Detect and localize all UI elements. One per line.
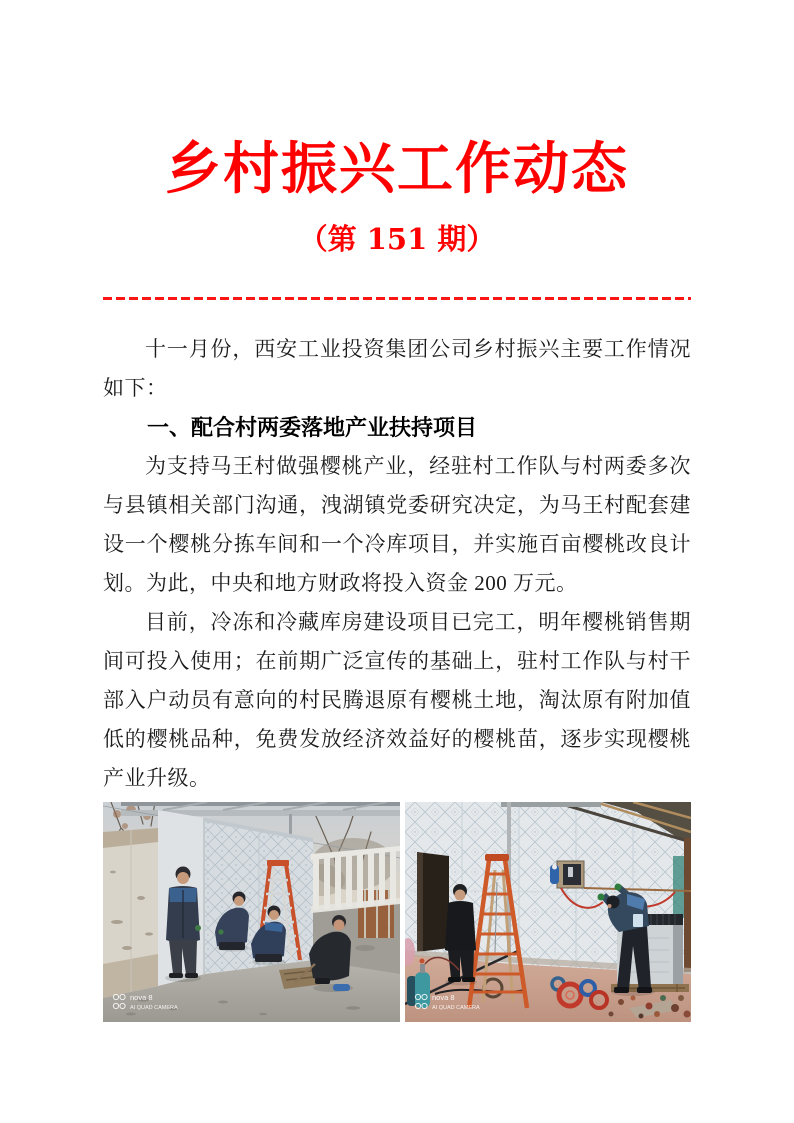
watermark-camera: AI QUAD CAMERA <box>130 1004 178 1011</box>
issue-number: （第 151 期） <box>298 222 496 257</box>
section-1-heading: 一、配合村两委落地产业扶持项目 <box>147 414 478 440</box>
old-wall-left <box>103 828 158 998</box>
photo-right <box>405 802 691 1022</box>
doorway <box>417 852 449 952</box>
watermark-camera: AI QUAD CAMERA <box>432 1004 480 1011</box>
red-dashed-divider <box>103 297 691 300</box>
page-title: 乡村振兴工作动态 <box>165 136 629 202</box>
photo-left-illustration <box>103 802 400 1022</box>
photo-left <box>103 802 400 1022</box>
photo-right-illustration <box>405 802 691 1022</box>
watermark-model: nova 8 <box>130 992 153 1002</box>
watermark-model: nova 8 <box>432 992 455 1002</box>
document-content <box>0 136 794 1022</box>
section-1-paragraph-2: 目前，冷冻和冷藏库房建设项目已完工，明年樱桃销售期间可投入使用；在前期广泛宣传的基础上，驻村工作队与村干部入户动员有意向的村民腾退原有樱桃土地，淘汰原有附加值低的樱桃品种，免费发放经济效益好的樱桃苗，逐步实现樱桃产业升级。 <box>103 609 691 790</box>
photo-row <box>103 802 691 1022</box>
intro-paragraph: 十一月份，西安工业投资集团公司乡村振兴主要工作情况如下： <box>103 336 691 400</box>
section-1-paragraph-1: 为支持马王村做强樱桃产业，经驻村工作队与村两委多次与县镇相关部门沟通，洩湖镇党委研究决定，为马王村配套建设一个樱桃分拣车间和一个冷库项目，并实施百亩樱桃改良计划。为此，中央和地方财政将投入资金 200 万元。 <box>103 453 691 595</box>
